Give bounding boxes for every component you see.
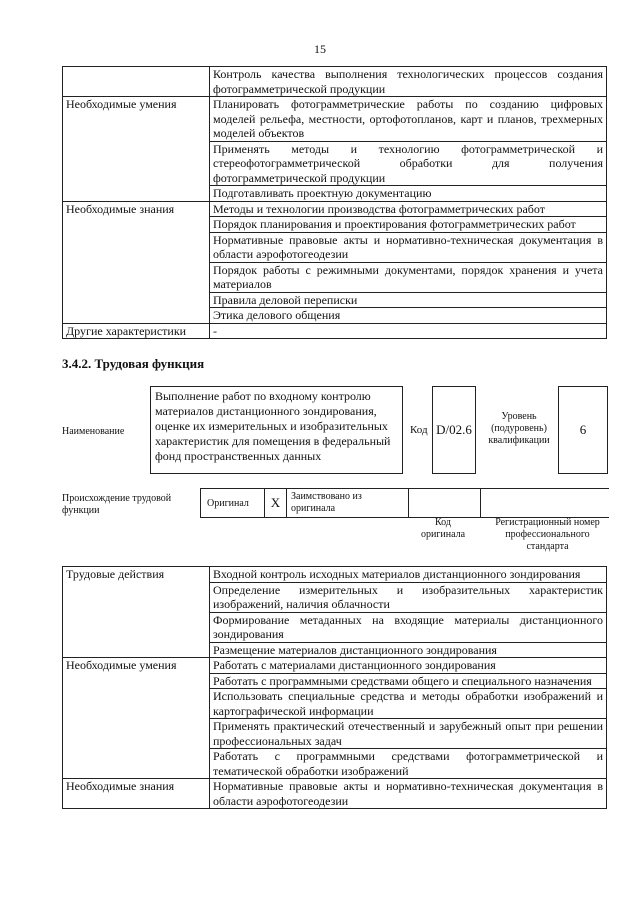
section-title: 3.4.2. Трудовая функция (62, 356, 205, 371)
row-item: Работать с программными средствами фотограмметрической и тематической обработки изображений (210, 749, 607, 779)
reg-number-caption: Регистрационный номер профессионального стандарта (495, 517, 600, 552)
row-item: Нормативные правовые акты и нормативно-техническая документация в области аэрофотогеодезии (210, 779, 607, 809)
page-number: 15 (314, 42, 326, 56)
original-label: Оригинал (207, 498, 249, 509)
row-item: - (210, 323, 607, 339)
code-original-caption: Код оригинала (420, 517, 466, 540)
origin-label: Происхождение трудовой функции (62, 493, 172, 516)
row-item: Правила деловой переписки (210, 292, 607, 308)
row-label: Необходимые умения (63, 97, 210, 202)
row-item: Контроль качества выполнения технологических процессов создания фотограмметрической продукции (210, 67, 607, 97)
code-label: Код (410, 424, 428, 436)
row-label (63, 67, 210, 97)
row-item: Применять практический отечественный и зарубежный опыт при решении профессиональных задач (210, 719, 607, 749)
table-row (63, 323, 607, 339)
original-mark: X (265, 489, 287, 517)
function-code-box: D/02.6 (432, 386, 476, 474)
original-cell (200, 489, 265, 517)
table-row (63, 658, 607, 674)
row-item: Этика делового общения (210, 308, 607, 324)
function-name-box: Выполнение работ по входному контролю материалов дистанционного зондирования, оценке их измерительных и изобразительных характеристик для помещения в федеральный фонд пространственных данных (150, 386, 403, 474)
row-label: Необходимые знания (63, 779, 210, 809)
row-item: Подготавливать проектную документацию (210, 186, 607, 202)
code-original-cell (409, 489, 481, 517)
table-row (63, 97, 607, 142)
row-item: Порядок работы с режимными документами, порядок хранения и учета материалов (210, 262, 607, 292)
borrowed-label: Заимствовано из оригинала (287, 489, 409, 517)
row-label: Трудовые действия (63, 567, 210, 658)
origin-row (200, 488, 609, 518)
row-item: Применять методы и технологию фотограмметрической и стереофотограмметрической обработки для получения фотограмметрической продукции (210, 141, 607, 186)
row-item: Нормативные правовые акты и нормативно-техническая документация в области аэрофотогеодезии (210, 232, 607, 262)
row-item: Входной контроль исходных материалов дистанционного зондирования (210, 567, 607, 583)
table-row (63, 67, 607, 97)
row-item: Планировать фотограмметрические работы по созданию цифровых моделей рельефа, местности, ортофотопланов, карт и планов, трехмерных моделей объектов (210, 97, 607, 142)
requirements-table-bottom (62, 566, 607, 809)
name-label: Наименование (62, 426, 125, 437)
requirements-table-top (62, 66, 607, 339)
row-item: Размещение материалов дистанционного зондирования (210, 642, 607, 658)
level-box: 6 (558, 386, 608, 474)
row-item: Работать с программными средствами общего и специального назначения (210, 673, 607, 689)
row-item: Использовать специальные средства и методы обработки изображений и картографической информации (210, 689, 607, 719)
level-label: Уровень (подуровень) квалификации (488, 411, 550, 446)
table-row (63, 567, 607, 583)
row-label: Необходимые знания (63, 201, 210, 323)
row-item: Формирование метаданных на входящие материалы дистанционного зондирования (210, 612, 607, 642)
row-label: Необходимые умения (63, 658, 210, 779)
row-item: Работать с материалами дистанционного зондирования (210, 658, 607, 674)
table-row (63, 779, 607, 809)
row-label: Другие характеристики (63, 323, 210, 339)
row-item: Порядок планирования и проектирования фотограмметрических работ (210, 217, 607, 233)
row-item: Определение измерительных и изобразительных характеристик изображений, наличия облачности (210, 582, 607, 612)
table-row (63, 201, 607, 217)
row-item: Методы и технологии производства фотограмметрических работ (210, 201, 607, 217)
